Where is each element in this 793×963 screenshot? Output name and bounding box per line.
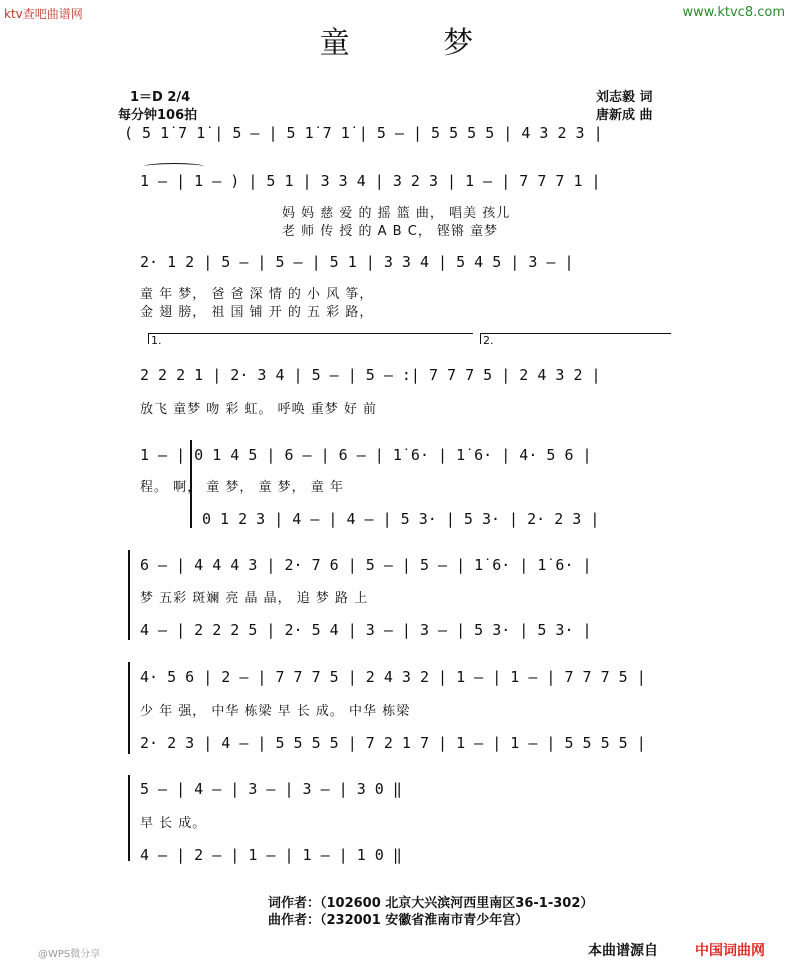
key-signature: 1＝D 2/4: [130, 90, 191, 105]
song-title: 童 梦: [319, 26, 516, 61]
lyrics-row-5: 程。 啊， 童 梦， 童 梦， 童 年: [140, 480, 344, 495]
lyricist-address: 词作者：（102600 北京大兴滨河西里南区36-1-302）: [268, 896, 594, 911]
lyrics-row-7: 少 年 强， 中华 栋梁 早 长 成。 中华 栋梁: [140, 704, 411, 719]
source-site-link[interactable]: 中国词曲网: [695, 943, 765, 959]
score-row-3: 2· 1 2 | 5 — | 5 — | 5 1 | 3 3 4 | 5 4 5 | 3 — |: [140, 253, 574, 271]
score-row-6-voice-2: 4 — | 2 2 2 5 | 2· 5 4 | 3 — | 3 — | 5 3· | 5 3· |: [140, 621, 592, 639]
lyrics-row-3-verse-2: 金 翅 膀， 祖 国 铺 开 的 五 彩 路，: [140, 305, 374, 320]
score-row-8-voice-1: 5 — | 4 — | 3 — | 3 — | 3 0 ‖: [140, 780, 402, 798]
score-row-1: ( 5 1̇ 7 1̇ | 5 — | 5 1̇ 7 1̇ | 5 — | 5 5 5 5 | 4 3 2 3 |: [124, 124, 603, 142]
lyrics-row-4: 放飞 童梦 吻 彩 虹。 呼唤 重梦 好 前: [140, 402, 378, 417]
voice-bracket-row-7: [128, 662, 130, 754]
score-row-5-voice-2: 0 1 2 3 | 4 — | 4 — | 5 3· | 5 3· | 2· 2 3 |: [202, 510, 600, 528]
score-row-8-voice-2: 4 — | 2 — | 1 — | 1 — | 1 0 ‖: [140, 846, 402, 864]
lyrics-row-2-verse-1: 妈 妈 慈 爱 的 摇 篮 曲， 唱美 孩儿: [282, 206, 511, 221]
score-row-4: 2 2 2 1 | 2· 3 4 | 5 — | 5 — :| 7 7 7 5 | 2 4 3 2 |: [140, 366, 601, 384]
tempo-marking: 每分钟106拍: [118, 108, 198, 123]
site-watermark-left: ktv查吧曲谱网: [4, 7, 83, 21]
lyricist-credit: 刘志毅 词: [596, 90, 653, 105]
lyrics-row-2-verse-2: 老 师 传 授 的 A B C， 铿锵 童梦: [282, 224, 499, 239]
score-row-2: 1 — | 1 — ) | 5 1 | 3 3 4 | 3 2 3 | 1 — | 7 7 7 1 |: [140, 172, 601, 190]
voice-bracket-row-6: [128, 550, 130, 640]
first-ending: 1.: [148, 333, 473, 344]
score-row-7-voice-1: 4· 5 6 | 2 — | 7 7 7 5 | 2 4 3 2 | 1 — | 1 — | 7 7 7 5 |: [140, 668, 646, 686]
score-row-7-voice-2: 2· 2 3 | 4 — | 5 5 5 5 | 7 2 1 7 | 1 — | 1 — | 5 5 5 5 |: [140, 734, 646, 752]
wps-share-watermark: @WPS微分享: [38, 949, 101, 960]
lyrics-row-8: 早 长 成。: [140, 816, 207, 831]
lyrics-row-6: 梦 五彩 斑斓 亮 晶 晶， 追 梦 路 上: [140, 591, 369, 606]
site-watermark-right: www.ktvc8.com: [682, 5, 785, 20]
composer-address: 曲作者：（232001 安徽省淮南市青少年宫）: [268, 913, 529, 928]
composer-credit: 唐新成 曲: [596, 108, 653, 123]
lyrics-row-3-verse-1: 童 年 梦， 爸 爸 深 情 的 小 风 筝，: [140, 287, 374, 302]
score-row-5-voice-1: 1 — | 0 1 4 5 | 6 — | 6 — | 1̇ 6· | 1̇ 6· | 4· 5 6 |: [140, 446, 592, 464]
second-ending: 2.: [480, 333, 671, 344]
source-label: 本曲谱源自: [588, 943, 658, 959]
score-row-6-voice-1: 6 — | 4 4 4 3 | 2· 7 6 | 5 — | 5 — | 1̇ 6· | 1̇ 6· |: [140, 556, 592, 574]
voice-bracket-row-8: [128, 775, 130, 861]
